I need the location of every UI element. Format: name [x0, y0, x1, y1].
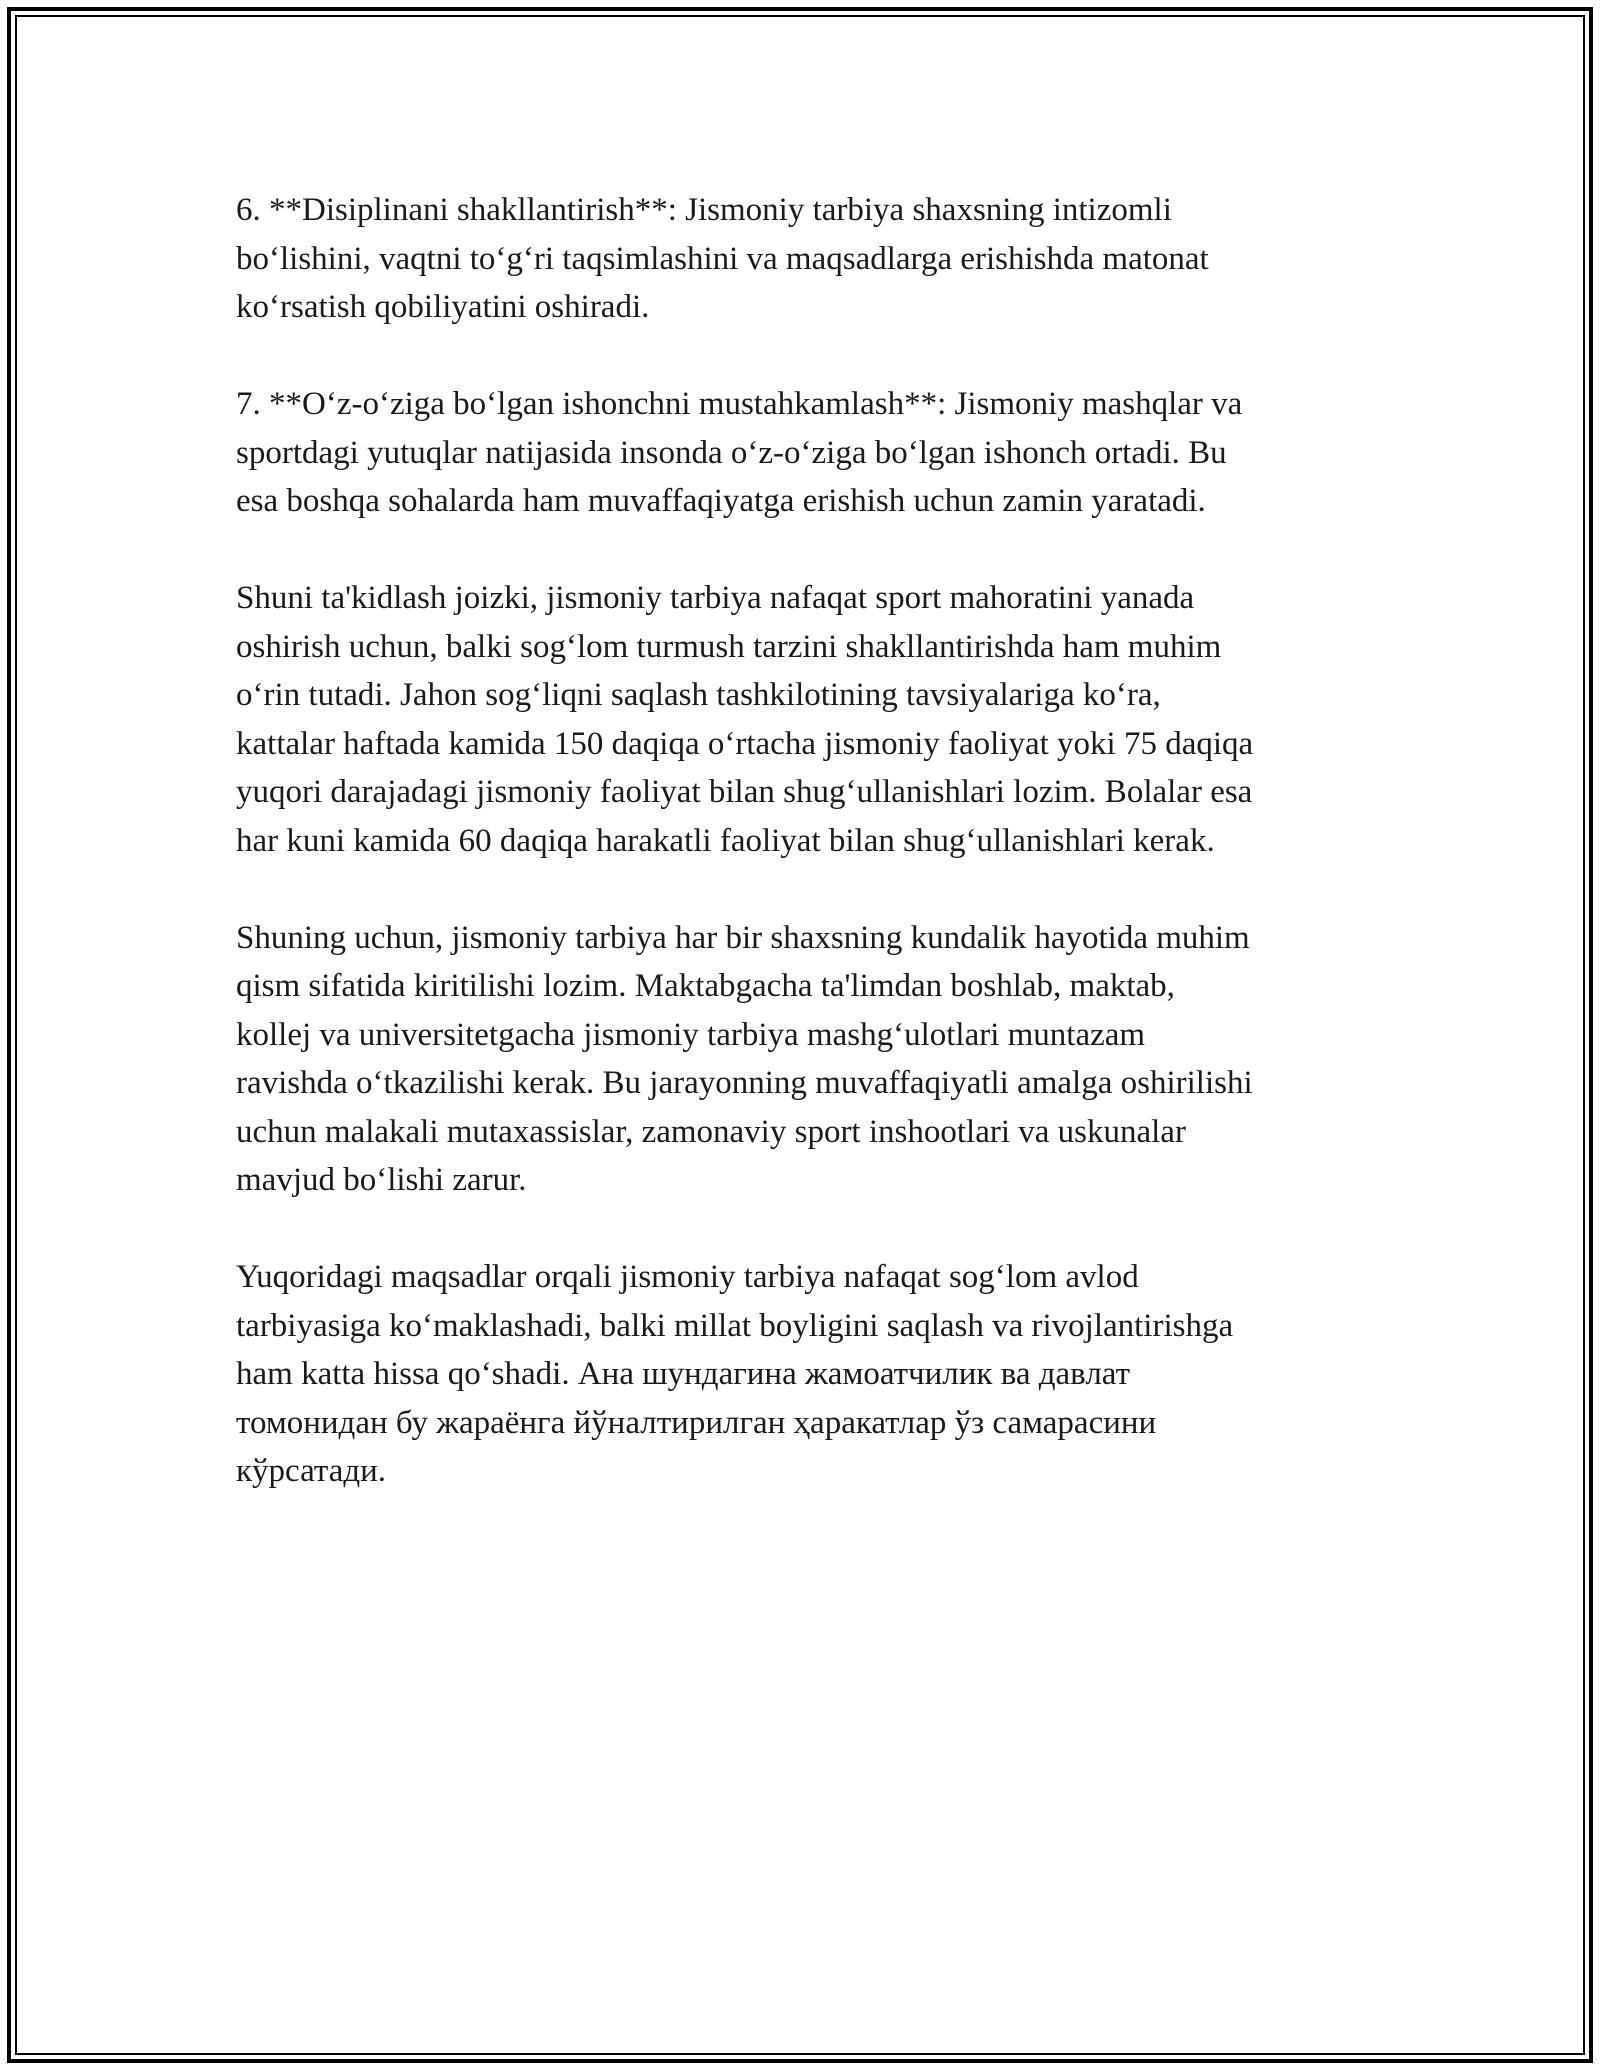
- paragraph-healthy-lifestyle: Shuni ta'kidlash joizki, jismoniy tarbiya nafaqat sport mahoratini yanada oshirish uchun, balki sogʻlom turmush tarzini shakllantirishda ham muhim oʻrin tutadi. Jahon sogʻliqni saqlash tashkilotining tavsiyalariga koʻra, kattalar haftada kamida 150 daqiqa oʻrtacha jismoniy faoliyat yoki 75 daqiqa yuqori darajadagi jismoniy faoliyat bilan shugʻullanishlari lozim. Bolalar esa har kuni kamida 60 daqiqa harakatli faoliyat bilan shugʻullanishlari kerak.: [236, 580, 1254, 859]
- paragraph-discipline: 6. **Disiplinani shakllantirish**: Jismoniy tarbiya shaxsning intizomli boʻlishini, vaqtni toʻgʻri taqsimlashini va maqsadlarga erishishda matonat koʻrsatish qobiliyatini oshiradi.: [236, 192, 1209, 325]
- paragraph-conclusion: Yuqoridagi maqsadlar orqali jismoniy tarbiya nafaqat sogʻlom avlod tarbiyasiga koʻmaklashadi, balki millat boyligini saqlash va rivojlantirishga ham katta hissa qoʻshadi. Ана шундагина жамоатчилик ва давлат томонидан бу жараёнга йўналтирилган ҳаракатлар ўз самарасини кўрсатади.: [236, 1259, 1234, 1489]
- document-body: [236, 186, 1386, 1544]
- paragraph-self-confidence: 7. **Oʻz-oʻziga boʻlgan ishonchni mustahkamlash**: Jismoniy mashqlar va sportdagi yutuqlar natijasida insonda oʻz-oʻziga boʻlgan ishonch ortadi. Bu esa boshqa sohalarda ham muvaffaqiyatga erishish uchun zamin yaratadi.: [236, 386, 1243, 519]
- paragraph-education: Shuning uchun, jismoniy tarbiya har bir shaxsning kundalik hayotida muhim qism sifatida kiritilishi lozim. Maktabgacha ta'limdan boshlab, maktab, kollej va universitetgacha jismoniy tarbiya mashgʻulotlari muntazam ravishda oʻtkazilishi kerak. Bu jarayonning muvaffaqiyatli amalga oshirilishi uchun malakali mutaxassislar, zamonaviy sport inshootlari va uskunalar mavjud boʻlishi zarur.: [236, 919, 1253, 1198]
